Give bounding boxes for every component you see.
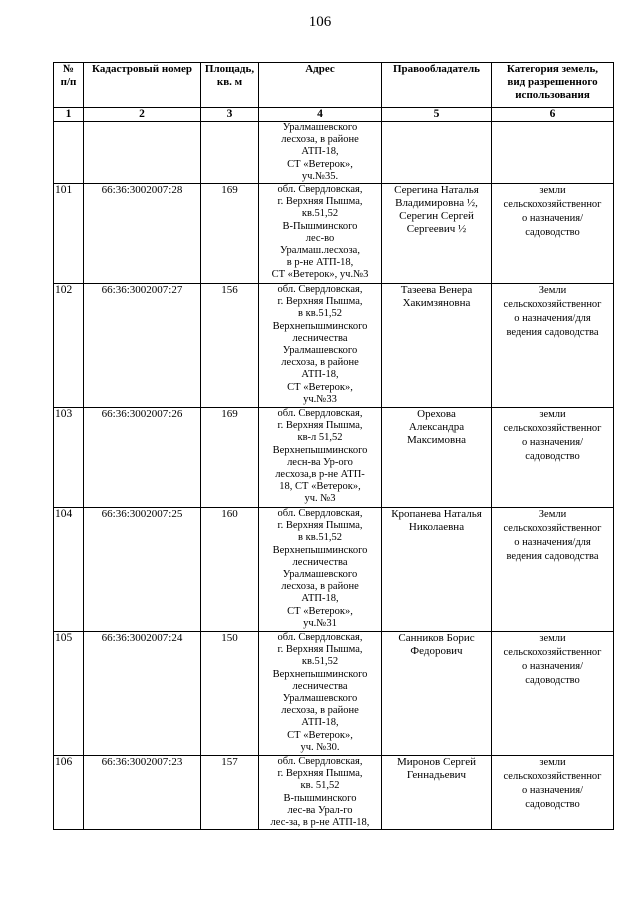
category-line: о назначения/для bbox=[514, 537, 591, 549]
row-number: 101 bbox=[54, 184, 84, 284]
address-line: Верхнепышминского bbox=[272, 668, 368, 680]
owner-cell bbox=[382, 184, 492, 284]
address-line: г. Верхняя Пышма, bbox=[277, 644, 363, 656]
category-line: садоводство bbox=[525, 675, 580, 687]
owner-line: Тазеева Венера bbox=[400, 284, 473, 297]
category-line: сельскохозяйственног bbox=[503, 523, 602, 535]
header-text: Площадь, bbox=[204, 63, 255, 75]
address-line: Уралмаш.лесхоза, bbox=[280, 245, 360, 257]
column-number: 2 bbox=[84, 108, 201, 122]
table-row bbox=[54, 508, 614, 632]
address-line: АТП-18, bbox=[301, 369, 339, 381]
header-text: Кадастровый номер bbox=[92, 63, 192, 75]
land-category-cell bbox=[492, 122, 614, 184]
owner-cell bbox=[382, 122, 492, 184]
header-text: использования bbox=[515, 89, 590, 101]
land-category-cell bbox=[492, 408, 614, 508]
address-line: лесхоза, в районе bbox=[281, 705, 359, 717]
owner-line: Сергеевич ½ bbox=[406, 223, 467, 236]
address-line: обл. Свердловская, bbox=[277, 632, 363, 644]
address-line: Уралмашевского bbox=[282, 569, 358, 581]
address-line: г. Верхняя Пышма, bbox=[277, 196, 363, 208]
category-line: сельскохозяйственног bbox=[503, 423, 602, 435]
address-line: лес-ва Урал-го bbox=[287, 804, 353, 816]
category-line: земли bbox=[539, 185, 566, 197]
owner-line: Федорович bbox=[410, 645, 463, 658]
address-line: лесн-ва Ур-ого bbox=[287, 456, 353, 468]
table-row bbox=[54, 756, 614, 830]
category-line: сельскохозяйственног bbox=[503, 771, 602, 783]
cadastral-number: 66:36:3002007:25 bbox=[84, 508, 201, 632]
address-line: в кв.51,52 bbox=[298, 308, 342, 320]
header-row bbox=[54, 63, 614, 108]
column-number: 5 bbox=[382, 108, 492, 122]
owner-line: Кропанева Наталья bbox=[391, 508, 482, 521]
address-line: кв.51,52 bbox=[301, 656, 339, 668]
area-value bbox=[201, 122, 259, 184]
area-value: 160 bbox=[201, 508, 259, 632]
owner-line: Серегина Наталья bbox=[394, 184, 479, 197]
address-line: уч.№31 bbox=[303, 617, 337, 629]
address-line: Уралмашевского bbox=[282, 345, 358, 357]
cadastral-number: 66:36:3002007:23 bbox=[84, 756, 201, 830]
address-line: лесхоза, в районе bbox=[281, 581, 359, 593]
owner-line: Санников Борис bbox=[398, 632, 475, 645]
address-cell bbox=[259, 508, 382, 632]
address-line: обл. Свердловская, bbox=[277, 756, 363, 768]
address-line: г. Верхняя Пышма, bbox=[277, 296, 363, 308]
row-number: 106 bbox=[54, 756, 84, 830]
owner-line: Александра bbox=[408, 421, 465, 434]
address-cell bbox=[259, 408, 382, 508]
address-line: обл. Свердловская, bbox=[277, 408, 363, 420]
table-row bbox=[54, 632, 614, 756]
address-cell bbox=[259, 284, 382, 408]
owner-line: Серегин Сергей bbox=[399, 210, 474, 223]
land-category-cell bbox=[492, 284, 614, 408]
address-cell bbox=[259, 756, 382, 830]
header-text: № bbox=[62, 63, 75, 75]
cadastral-number bbox=[84, 122, 201, 184]
area-value: 169 bbox=[201, 184, 259, 284]
address-cell bbox=[259, 184, 382, 284]
address-line: уч.№35. bbox=[301, 170, 339, 182]
address-line: Уралмашевского bbox=[282, 122, 358, 133]
owner-line: Геннадьевич bbox=[406, 769, 467, 782]
column-number: 1 bbox=[54, 108, 84, 122]
address-line: Уралмашевского bbox=[282, 693, 358, 705]
header-text: Категория земель, bbox=[506, 63, 599, 75]
owner-line: Орехова bbox=[417, 408, 456, 421]
category-line: Земли bbox=[538, 285, 567, 297]
address-line: уч. №30. bbox=[300, 741, 340, 753]
table-row bbox=[54, 184, 614, 284]
owner-cell bbox=[382, 284, 492, 408]
category-line: о назначения/ bbox=[521, 661, 584, 673]
cadastral-number: 66:36:3002007:26 bbox=[84, 408, 201, 508]
address-line: лесничества bbox=[292, 680, 348, 692]
address-line: лесхоза, в районе bbox=[281, 357, 359, 369]
category-line: о назначения/ bbox=[521, 785, 584, 797]
table-row bbox=[54, 408, 614, 508]
header-area bbox=[201, 63, 259, 108]
category-line: земли bbox=[539, 633, 566, 645]
address-line: лесхоза,в р-не АТП- bbox=[275, 469, 365, 481]
column-number: 4 bbox=[259, 108, 382, 122]
column-number-row bbox=[54, 108, 614, 122]
category-line: о назначения/ bbox=[521, 213, 584, 225]
address-line: кв. 51,52 bbox=[300, 780, 340, 792]
land-category-cell bbox=[492, 756, 614, 830]
address-line: г. Верхняя Пышма, bbox=[277, 520, 363, 532]
land-category-cell bbox=[492, 184, 614, 284]
address-line: в р-не АТП-18, bbox=[286, 257, 354, 269]
address-line: обл. Свердловская, bbox=[277, 284, 363, 296]
cadastral-number: 66:36:3002007:24 bbox=[84, 632, 201, 756]
category-line: садоводство bbox=[525, 227, 580, 239]
address-line: В-Пышминского bbox=[282, 220, 358, 232]
category-line: о назначения/ bbox=[521, 437, 584, 449]
address-line: лес-за, в р-не АТП-18, bbox=[270, 817, 370, 829]
table-row bbox=[54, 284, 614, 408]
cadastral-number: 66:36:3002007:27 bbox=[84, 284, 201, 408]
address-line: лесничества bbox=[292, 332, 348, 344]
address-line: АТП-18, bbox=[301, 593, 339, 605]
address-line: лесничества bbox=[292, 556, 348, 568]
table-body bbox=[54, 122, 614, 830]
address-line: СТ «Ветерок», bbox=[287, 158, 353, 170]
category-line: садоводство bbox=[525, 799, 580, 811]
category-line: сельскохозяйственног bbox=[503, 199, 602, 211]
owner-line: Владимировна ½, bbox=[395, 197, 478, 210]
category-line: ведения садоводства bbox=[506, 551, 599, 563]
header-text: Правообладатель bbox=[393, 63, 480, 75]
land-registry-table bbox=[53, 62, 614, 830]
owner-line: Хакимзяновна bbox=[402, 297, 471, 310]
header-owner bbox=[382, 63, 492, 108]
address-line: кв-л 51,52 bbox=[297, 432, 343, 444]
address-line: уч.№33 bbox=[303, 393, 337, 405]
owner-cell bbox=[382, 756, 492, 830]
header-text: кв. м bbox=[216, 76, 243, 88]
address-line: лес-во bbox=[305, 232, 335, 244]
header-category bbox=[492, 63, 614, 108]
owner-cell bbox=[382, 508, 492, 632]
address-line: лесхоза, в районе bbox=[281, 134, 359, 146]
address-line: АТП-18, bbox=[301, 717, 339, 729]
address-line: СТ «Ветерок», bbox=[287, 381, 353, 393]
category-line: земли bbox=[539, 757, 566, 769]
owner-line: Максимовна bbox=[407, 434, 466, 447]
owner-line: Миронов Сергей bbox=[397, 756, 476, 769]
area-value: 150 bbox=[201, 632, 259, 756]
address-cell bbox=[259, 632, 382, 756]
header-cadastral bbox=[84, 63, 201, 108]
owner-cell bbox=[382, 408, 492, 508]
header-text: п/п bbox=[60, 76, 77, 88]
cadastral-number: 66:36:3002007:28 bbox=[84, 184, 201, 284]
owner-line: Николаевна bbox=[408, 521, 465, 534]
address-line: АТП-18, bbox=[301, 146, 339, 158]
row-number: 104 bbox=[54, 508, 84, 632]
address-cell bbox=[259, 122, 382, 184]
column-number: 6 bbox=[492, 108, 614, 122]
row-number bbox=[54, 122, 84, 184]
header-number bbox=[54, 63, 84, 108]
area-value: 157 bbox=[201, 756, 259, 830]
category-line: земли bbox=[539, 409, 566, 421]
address-line: В-пышминского bbox=[283, 792, 357, 804]
category-line: ведения садоводства bbox=[506, 327, 599, 339]
address-line: г. Верхняя Пышма, bbox=[277, 420, 363, 432]
category-line: сельскохозяйственног bbox=[503, 299, 602, 311]
address-line: Верхнепышминского bbox=[272, 320, 368, 332]
land-category-cell bbox=[492, 508, 614, 632]
address-line: СТ «Ветерок», уч.№3 bbox=[271, 269, 369, 281]
header-text: вид разрешенного bbox=[507, 76, 598, 88]
row-number: 103 bbox=[54, 408, 84, 508]
address-line: СТ «Ветерок», bbox=[287, 605, 353, 617]
category-line: о назначения/для bbox=[514, 313, 591, 325]
address-line: 18, СТ «Ветерок», bbox=[279, 481, 361, 493]
category-line: садоводство bbox=[525, 451, 580, 463]
owner-cell bbox=[382, 632, 492, 756]
address-line: кв.51,52 bbox=[301, 208, 339, 220]
category-line: Земли bbox=[538, 509, 567, 521]
land-category-cell bbox=[492, 632, 614, 756]
area-value: 156 bbox=[201, 284, 259, 408]
column-number: 3 bbox=[201, 108, 259, 122]
area-value: 169 bbox=[201, 408, 259, 508]
row-number: 102 bbox=[54, 284, 84, 408]
header-text: Адрес bbox=[305, 63, 335, 75]
address-line: Верхнепышминского bbox=[272, 444, 368, 456]
address-line: СТ «Ветерок», bbox=[287, 729, 353, 741]
address-line: в кв.51,52 bbox=[298, 532, 342, 544]
address-line: уч. №3 bbox=[304, 493, 336, 505]
address-line: обл. Свердловская, bbox=[277, 508, 363, 520]
address-line: Верхнепышминского bbox=[272, 544, 368, 556]
page-number: 106 bbox=[308, 14, 332, 30]
row-number: 105 bbox=[54, 632, 84, 756]
address-line: обл. Свердловская, bbox=[277, 184, 363, 196]
address-line: г. Верхняя Пышма, bbox=[277, 768, 363, 780]
table-row bbox=[54, 122, 614, 184]
header-address bbox=[259, 63, 382, 108]
category-line: сельскохозяйственног bbox=[503, 647, 602, 659]
